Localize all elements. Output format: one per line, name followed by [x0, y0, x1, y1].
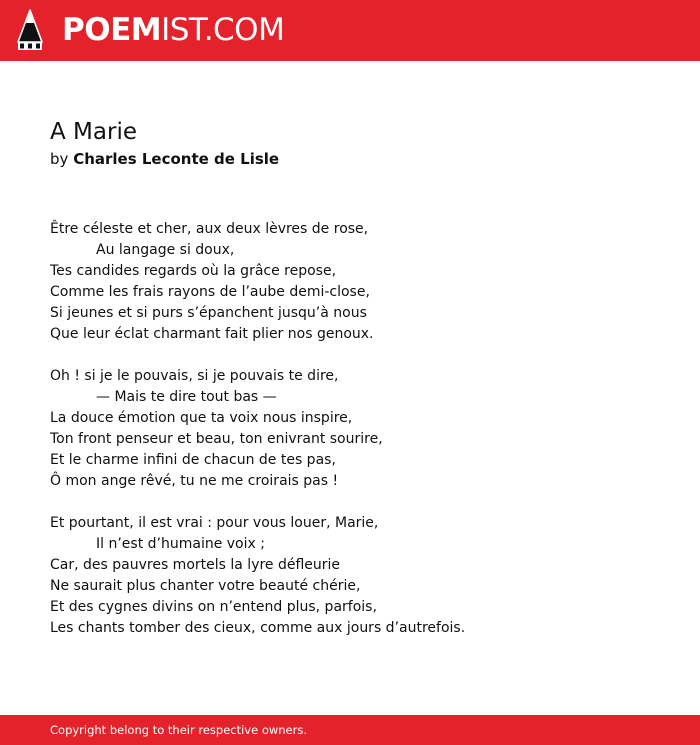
poem-line: Être céleste et cher, aux deux lèvres de rose, — [50, 221, 369, 237]
poem-line: Que leur éclat charmant fait plier nos genoux. — [50, 326, 374, 342]
pencil-icon[interactable] — [17, 9, 43, 51]
poem-body — [50, 219, 670, 660]
poem-line: La douce émotion que ta voix nous inspire, — [50, 410, 353, 426]
site-footer — [0, 715, 700, 745]
stanza — [50, 366, 670, 492]
poem-line: Au langage si doux, — [96, 242, 235, 258]
brand-name-bold: POEM — [62, 12, 162, 48]
copyright-notice: Copyright belong to their respective owners. — [50, 723, 308, 737]
poem-line: Oh ! si je le pouvais, si je pouvais te dire, — [50, 368, 339, 384]
poem-line: Et des cygnes divins on n’entend plus, parfois, — [50, 599, 377, 615]
poem-byline — [50, 148, 279, 170]
poem-line: Ne saurait plus chanter votre beauté chérie, — [50, 578, 361, 594]
poem-title: A Marie — [50, 119, 137, 145]
stanza — [50, 513, 670, 639]
brand-name-light: IST.COM — [161, 12, 285, 48]
author-name[interactable]: Charles Leconte de Lisle — [73, 150, 280, 168]
site-header — [0, 0, 700, 61]
stanza — [50, 219, 670, 345]
poem-line: Tes candides regards où la grâce repose, — [50, 263, 337, 279]
poem-line: Comme les frais rayons de l’aube demi-close, — [50, 284, 370, 300]
poem-line: Si jeunes et si purs s’épanchent jusqu’à nous — [50, 305, 367, 321]
poem-line: Car, des pauvres mortels la lyre défleurie — [50, 557, 341, 573]
poem-line: Et pourtant, il est vrai : pour vous louer, Marie, — [50, 515, 379, 531]
poem-line: Ton front penseur et beau, ton enivrant sourire, — [50, 431, 383, 447]
by-label: by — [50, 150, 69, 168]
poem-line: Ô mon ange rêvé, tu ne me croirais pas ! — [50, 473, 339, 489]
poem-line: Et le charme infini de chacun de tes pas, — [50, 452, 336, 468]
site-logo-link[interactable] — [62, 10, 284, 50]
poem-line: — Mais te dire tout bas — — [96, 389, 277, 405]
poem-line: Les chants tomber des cieux, comme aux jours d’autrefois. — [50, 620, 466, 636]
poem-line: Il n’est d’humaine voix ; — [96, 536, 265, 552]
